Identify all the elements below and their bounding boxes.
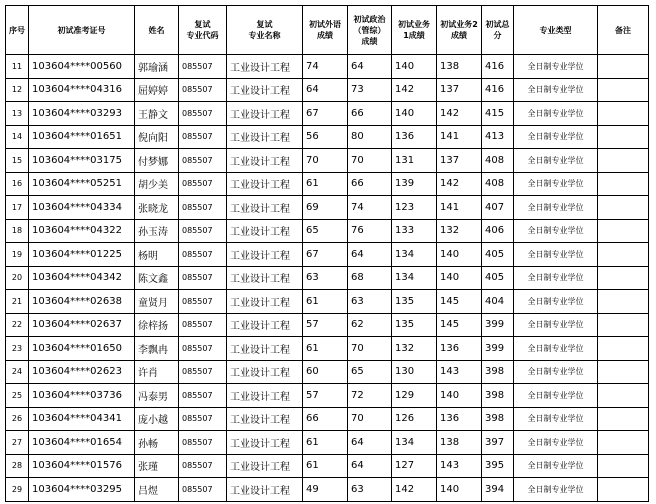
cell-major-type: 全日制专业学位 (514, 337, 598, 361)
cell-business2-score: 141 (437, 196, 482, 220)
cell-business2-score: 137 (437, 149, 482, 173)
cell-major-type: 全日制专业学位 (514, 360, 598, 384)
cell-ticket-number: 103604****02623 (29, 360, 135, 384)
cell-total-score: 398 (482, 407, 514, 431)
cell-foreign-score: 69 (303, 196, 348, 220)
cell-business1-score: 129 (392, 384, 437, 408)
table-row (6, 172, 649, 196)
cell-note (598, 360, 649, 384)
cell-major-code: 085507 (179, 78, 227, 102)
cell-name: 李飘冉 (135, 337, 179, 361)
table-row (6, 431, 649, 455)
cell-foreign-score: 67 (303, 243, 348, 267)
cell-major-code: 085507 (179, 313, 227, 337)
cell-name: 徐梓扬 (135, 313, 179, 337)
cell-major-code: 085507 (179, 454, 227, 478)
cell-politics-score: 64 (348, 454, 392, 478)
cell-note (598, 407, 649, 431)
table-body (6, 55, 649, 502)
cell-business1-score: 133 (392, 219, 437, 243)
cell-foreign-score: 65 (303, 219, 348, 243)
cell-index: 25 (6, 384, 29, 408)
table-row (6, 337, 649, 361)
cell-ticket-number: 103604****03295 (29, 478, 135, 502)
cell-index: 20 (6, 266, 29, 290)
cell-major-code: 085507 (179, 149, 227, 173)
cell-note (598, 454, 649, 478)
cell-politics-score: 76 (348, 219, 392, 243)
cell-politics-score: 64 (348, 55, 392, 79)
cell-major-type: 全日制专业学位 (514, 266, 598, 290)
cell-name: 郭瑜涵 (135, 55, 179, 79)
cell-politics-score: 64 (348, 431, 392, 455)
cell-index: 18 (6, 219, 29, 243)
cell-major-name: 工业设计工程 (227, 219, 303, 243)
cell-major-type: 全日制专业学位 (514, 219, 598, 243)
cell-ticket-number: 103604****01576 (29, 454, 135, 478)
cell-business1-score: 132 (392, 337, 437, 361)
cell-note (598, 243, 649, 267)
cell-foreign-score: 64 (303, 78, 348, 102)
cell-major-name: 工业设计工程 (227, 172, 303, 196)
header-row (6, 6, 649, 55)
cell-politics-score: 68 (348, 266, 392, 290)
cell-business2-score: 142 (437, 172, 482, 196)
cell-ticket-number: 103604****04316 (29, 78, 135, 102)
cell-note (598, 219, 649, 243)
header-total-score: 初试总 分 (482, 6, 514, 55)
cell-total-score: 405 (482, 266, 514, 290)
cell-note (598, 290, 649, 314)
cell-business2-score: 143 (437, 454, 482, 478)
cell-major-name: 工业设计工程 (227, 360, 303, 384)
cell-foreign-score: 57 (303, 313, 348, 337)
cell-total-score: 407 (482, 196, 514, 220)
cell-business1-score: 126 (392, 407, 437, 431)
table-row (6, 102, 649, 126)
cell-major-name: 工业设计工程 (227, 55, 303, 79)
cell-foreign-score: 57 (303, 384, 348, 408)
cell-business2-score: 136 (437, 337, 482, 361)
table-row (6, 266, 649, 290)
table-row (6, 125, 649, 149)
cell-ticket-number: 103604****01650 (29, 337, 135, 361)
cell-major-type: 全日制专业学位 (514, 243, 598, 267)
cell-note (598, 149, 649, 173)
cell-name: 陈文鑫 (135, 266, 179, 290)
cell-politics-score: 72 (348, 384, 392, 408)
cell-note (598, 102, 649, 126)
cell-business2-score: 143 (437, 360, 482, 384)
cell-major-name: 工业设计工程 (227, 478, 303, 502)
cell-business1-score: 135 (392, 290, 437, 314)
cell-business1-score: 142 (392, 478, 437, 502)
cell-foreign-score: 61 (303, 431, 348, 455)
cell-business2-score: 140 (437, 243, 482, 267)
header-politics-score: 初试政治 （管综） 成绩 (348, 6, 392, 55)
table-row (6, 384, 649, 408)
cell-business1-score: 140 (392, 102, 437, 126)
cell-foreign-score: 60 (303, 360, 348, 384)
cell-business2-score: 140 (437, 266, 482, 290)
cell-business2-score: 140 (437, 478, 482, 502)
cell-foreign-score: 61 (303, 172, 348, 196)
cell-business1-score: 134 (392, 431, 437, 455)
cell-major-code: 085507 (179, 360, 227, 384)
cell-major-type: 全日制专业学位 (514, 78, 598, 102)
cell-note (598, 313, 649, 337)
cell-major-name: 工业设计工程 (227, 243, 303, 267)
cell-name: 冯泰男 (135, 384, 179, 408)
cell-foreign-score: 67 (303, 102, 348, 126)
cell-name: 吕煜 (135, 478, 179, 502)
cell-politics-score: 66 (348, 102, 392, 126)
header-major-type: 专业类型 (514, 6, 598, 55)
cell-business1-score: 123 (392, 196, 437, 220)
cell-politics-score: 64 (348, 243, 392, 267)
cell-major-code: 085507 (179, 196, 227, 220)
cell-ticket-number: 103604****05251 (29, 172, 135, 196)
cell-foreign-score: 61 (303, 337, 348, 361)
cell-name: 孙畅 (135, 431, 179, 455)
cell-major-name: 工业设计工程 (227, 290, 303, 314)
cell-business1-score: 131 (392, 149, 437, 173)
cell-total-score: 399 (482, 337, 514, 361)
table-row (6, 78, 649, 102)
cell-business1-score: 127 (392, 454, 437, 478)
cell-major-name: 工业设计工程 (227, 384, 303, 408)
cell-total-score: 416 (482, 55, 514, 79)
cell-index: 15 (6, 149, 29, 173)
cell-business2-score: 136 (437, 407, 482, 431)
cell-business1-score: 130 (392, 360, 437, 384)
cell-politics-score: 63 (348, 478, 392, 502)
cell-ticket-number: 103604****03293 (29, 102, 135, 126)
cell-ticket-number: 103604****03175 (29, 149, 135, 173)
table-row (6, 290, 649, 314)
cell-index: 29 (6, 478, 29, 502)
cell-major-code: 085507 (179, 290, 227, 314)
cell-business2-score: 140 (437, 384, 482, 408)
table-row (6, 407, 649, 431)
cell-total-score: 395 (482, 454, 514, 478)
cell-note (598, 384, 649, 408)
cell-business1-score: 140 (392, 55, 437, 79)
cell-major-type: 全日制专业学位 (514, 454, 598, 478)
table-row (6, 478, 649, 502)
cell-index: 16 (6, 172, 29, 196)
cell-ticket-number: 103604****04334 (29, 196, 135, 220)
cell-total-score: 406 (482, 219, 514, 243)
cell-business2-score: 142 (437, 102, 482, 126)
cell-business2-score: 145 (437, 290, 482, 314)
cell-index: 26 (6, 407, 29, 431)
cell-foreign-score: 66 (303, 407, 348, 431)
cell-ticket-number: 103604****04342 (29, 266, 135, 290)
cell-name: 庞小越 (135, 407, 179, 431)
cell-ticket-number: 103604****04341 (29, 407, 135, 431)
cell-total-score: 408 (482, 149, 514, 173)
cell-politics-score: 65 (348, 360, 392, 384)
cell-major-type: 全日制专业学位 (514, 172, 598, 196)
cell-index: 14 (6, 125, 29, 149)
cell-major-name: 工业设计工程 (227, 313, 303, 337)
cell-major-type: 全日制专业学位 (514, 55, 598, 79)
cell-index: 11 (6, 55, 29, 79)
cell-business2-score: 141 (437, 125, 482, 149)
table-row (6, 360, 649, 384)
cell-major-name: 工业设计工程 (227, 102, 303, 126)
cell-major-code: 085507 (179, 219, 227, 243)
cell-politics-score: 73 (348, 78, 392, 102)
cell-major-name: 工业设计工程 (227, 337, 303, 361)
cell-ticket-number: 103604****03736 (29, 384, 135, 408)
cell-foreign-score: 61 (303, 290, 348, 314)
cell-major-code: 085507 (179, 431, 227, 455)
cell-major-type: 全日制专业学位 (514, 102, 598, 126)
header-major-code: 复试 专业代码 (179, 6, 227, 55)
cell-name: 童贤月 (135, 290, 179, 314)
cell-index: 17 (6, 196, 29, 220)
cell-major-code: 085507 (179, 384, 227, 408)
cell-business2-score: 138 (437, 431, 482, 455)
cell-major-name: 工业设计工程 (227, 78, 303, 102)
cell-foreign-score: 63 (303, 266, 348, 290)
cell-major-name: 工业设计工程 (227, 454, 303, 478)
cell-total-score: 408 (482, 172, 514, 196)
cell-business1-score: 136 (392, 125, 437, 149)
cell-index: 23 (6, 337, 29, 361)
cell-name: 孙玉涛 (135, 219, 179, 243)
cell-note (598, 478, 649, 502)
cell-note (598, 172, 649, 196)
header-name: 姓名 (135, 6, 179, 55)
cell-major-type: 全日制专业学位 (514, 384, 598, 408)
cell-index: 12 (6, 78, 29, 102)
cell-major-code: 085507 (179, 125, 227, 149)
cell-politics-score: 63 (348, 290, 392, 314)
cell-note (598, 125, 649, 149)
cell-major-type: 全日制专业学位 (514, 290, 598, 314)
cell-total-score: 416 (482, 78, 514, 102)
table-row (6, 243, 649, 267)
cell-ticket-number: 103604****02637 (29, 313, 135, 337)
cell-note (598, 78, 649, 102)
cell-business2-score: 138 (437, 55, 482, 79)
cell-politics-score: 74 (348, 196, 392, 220)
cell-total-score: 413 (482, 125, 514, 149)
cell-ticket-number: 103604****01651 (29, 125, 135, 149)
cell-business1-score: 139 (392, 172, 437, 196)
cell-ticket-number: 103604****01225 (29, 243, 135, 267)
cell-major-code: 085507 (179, 478, 227, 502)
cell-major-code: 085507 (179, 172, 227, 196)
cell-politics-score: 62 (348, 313, 392, 337)
cell-name: 王静文 (135, 102, 179, 126)
cell-politics-score: 66 (348, 172, 392, 196)
cell-name: 胡少美 (135, 172, 179, 196)
cell-total-score: 394 (482, 478, 514, 502)
cell-note (598, 196, 649, 220)
cell-note (598, 266, 649, 290)
cell-business2-score: 132 (437, 219, 482, 243)
cell-politics-score: 70 (348, 407, 392, 431)
cell-major-name: 工业设计工程 (227, 196, 303, 220)
cell-major-type: 全日制专业学位 (514, 407, 598, 431)
cell-ticket-number: 103604****00560 (29, 55, 135, 79)
cell-major-type: 全日制专业学位 (514, 313, 598, 337)
cell-major-name: 工业设计工程 (227, 266, 303, 290)
cell-major-type: 全日制专业学位 (514, 149, 598, 173)
header-note: 备注 (598, 6, 649, 55)
cell-foreign-score: 61 (303, 454, 348, 478)
cell-major-code: 085507 (179, 102, 227, 126)
cell-foreign-score: 49 (303, 478, 348, 502)
cell-total-score: 404 (482, 290, 514, 314)
cell-politics-score: 70 (348, 149, 392, 173)
cell-business2-score: 137 (437, 78, 482, 102)
table-row (6, 313, 649, 337)
cell-foreign-score: 56 (303, 125, 348, 149)
cell-name: 屈婷婷 (135, 78, 179, 102)
cell-major-code: 085507 (179, 243, 227, 267)
cell-business2-score: 145 (437, 313, 482, 337)
cell-major-name: 工业设计工程 (227, 407, 303, 431)
cell-note (598, 337, 649, 361)
cell-major-type: 全日制专业学位 (514, 478, 598, 502)
cell-total-score: 398 (482, 360, 514, 384)
header-ticket-number: 初试准考证号 (29, 6, 135, 55)
table-row (6, 454, 649, 478)
cell-major-name: 工业设计工程 (227, 149, 303, 173)
admission-score-table (5, 5, 649, 502)
cell-index: 27 (6, 431, 29, 455)
cell-total-score: 415 (482, 102, 514, 126)
cell-politics-score: 70 (348, 337, 392, 361)
header-business2-score: 初试业务2 成绩 (437, 6, 482, 55)
cell-note (598, 55, 649, 79)
cell-business1-score: 134 (392, 243, 437, 267)
cell-major-name: 工业设计工程 (227, 125, 303, 149)
header-foreign-score: 初试外语 成绩 (303, 6, 348, 55)
cell-total-score: 399 (482, 313, 514, 337)
cell-ticket-number: 103604****01654 (29, 431, 135, 455)
cell-total-score: 397 (482, 431, 514, 455)
header-business1-score: 初试业务 1成绩 (392, 6, 437, 55)
cell-total-score: 405 (482, 243, 514, 267)
cell-index: 13 (6, 102, 29, 126)
cell-major-code: 085507 (179, 266, 227, 290)
cell-business1-score: 135 (392, 313, 437, 337)
cell-major-code: 085507 (179, 337, 227, 361)
cell-index: 24 (6, 360, 29, 384)
cell-major-type: 全日制专业学位 (514, 431, 598, 455)
cell-major-code: 085507 (179, 407, 227, 431)
cell-index: 22 (6, 313, 29, 337)
cell-name: 张晓龙 (135, 196, 179, 220)
cell-total-score: 398 (482, 384, 514, 408)
cell-major-code: 085507 (179, 55, 227, 79)
cell-name: 倪向阳 (135, 125, 179, 149)
cell-major-type: 全日制专业学位 (514, 196, 598, 220)
cell-ticket-number: 103604****04322 (29, 219, 135, 243)
cell-major-type: 全日制专业学位 (514, 125, 598, 149)
table-row (6, 219, 649, 243)
cell-note (598, 431, 649, 455)
cell-index: 19 (6, 243, 29, 267)
table-row (6, 149, 649, 173)
table-row (6, 55, 649, 79)
cell-name: 付梦娜 (135, 149, 179, 173)
cell-index: 21 (6, 290, 29, 314)
cell-name: 张瑾 (135, 454, 179, 478)
cell-business1-score: 134 (392, 266, 437, 290)
cell-name: 杨明 (135, 243, 179, 267)
cell-major-name: 工业设计工程 (227, 431, 303, 455)
cell-foreign-score: 70 (303, 149, 348, 173)
cell-index: 28 (6, 454, 29, 478)
cell-politics-score: 80 (348, 125, 392, 149)
table-row (6, 196, 649, 220)
cell-name: 许肖 (135, 360, 179, 384)
cell-ticket-number: 103604****02638 (29, 290, 135, 314)
header-index: 序号 (6, 6, 29, 55)
cell-business1-score: 142 (392, 78, 437, 102)
cell-foreign-score: 74 (303, 55, 348, 79)
header-major-name: 复试 专业名称 (227, 6, 303, 55)
